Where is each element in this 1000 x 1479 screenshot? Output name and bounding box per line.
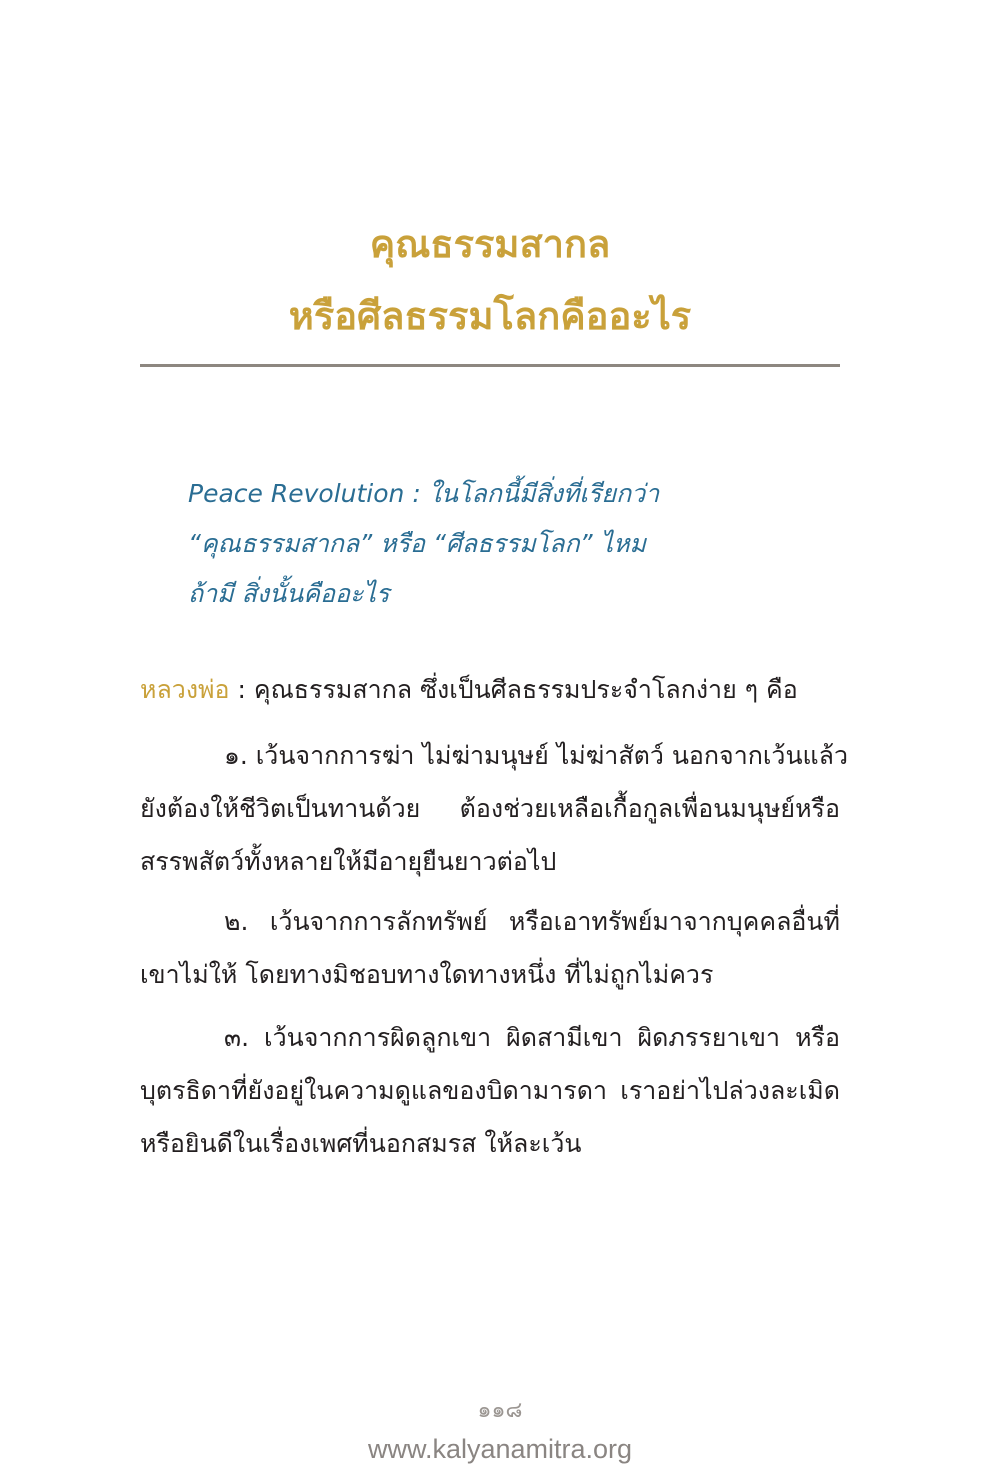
item-2-line-1: ๒. เว้นจากการลักทรัพย์ หรือเอาทรัพย์มาจากบุคคลอื่นที่ — [224, 907, 840, 936]
item-1-line-1: ๑. เว้นจากการฆ่า ไม่ฆ่ามนุษย์ ไม่ฆ่าสัตว์ นอกจากเว้นแล้ว — [224, 741, 849, 770]
page-title-line-1: คุณธรรมสากล — [369, 222, 611, 266]
speaker-label: หลวงพ่อ — [140, 675, 230, 704]
website-link[interactable]: www.kalyanamitra.org — [367, 1434, 633, 1464]
item-3-line-3: หรือยินดีในเรื่องเพศที่นอกสมรส ให้ละเว้น — [140, 1129, 582, 1158]
answer-intro-text: : คุณธรรมสากล ซึ่งเป็นศีลธรรมประจำโลกง่าย ๆ คือ — [229, 675, 798, 704]
question-line-3: ถ้ามี สิ่งนั้นคืออะไร — [188, 579, 390, 608]
question-line-1: Peace Revolution : ในโลกนี้มีสิ่งที่เรียกว่า — [188, 479, 660, 508]
item-1-line-3: สรรพสัตว์ทั้งหลายให้มีอายุยืนยาวต่อไป — [140, 847, 557, 876]
item-1-line-2: ยังต้องให้ชีวิตเป็นทานด้วย ต้องช่วยเหลือเกื้อกูลเพื่อนมนุษย์หรือ — [140, 794, 840, 823]
page-number: ๑๑๘ — [477, 1398, 523, 1423]
item-3-line-1: ๓. เว้นจากการผิดลูกเขา ผิดสามีเขา ผิดภรรยาเขา หรือ — [224, 1023, 840, 1052]
answer-intro — [140, 662, 840, 718]
item-2-line-2: เขาไม่ให้ โดยทางมิชอบทางใดทางหนึ่ง ที่ไม่ถูกไม่ควร — [140, 960, 714, 989]
page-title-line-2: หรือศีลธรรมโลกคืออะไร — [288, 294, 692, 338]
question-line-2: “คุณธรรมสากล” หรือ “ศีลธรรมโลก” ไหม — [188, 529, 647, 558]
item-3-line-2: บุตรธิดาที่ยังอยู่ในความดูแลของบิดามารดา เราอย่าไปล่วงละเมิด — [140, 1076, 840, 1105]
title-divider — [140, 364, 840, 367]
